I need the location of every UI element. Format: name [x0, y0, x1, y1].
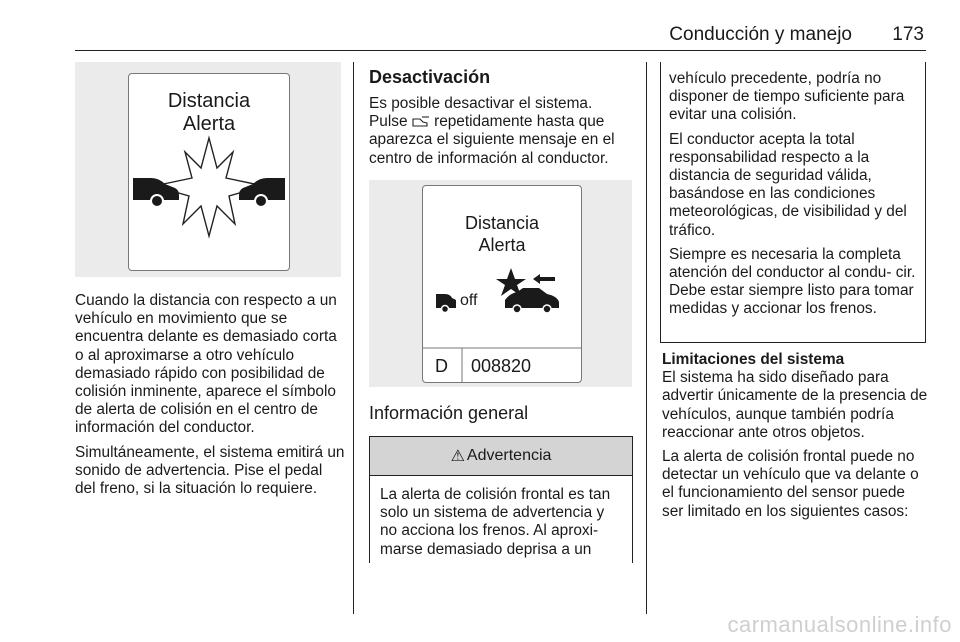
off-label: off [460, 292, 478, 309]
page-header-title: Conducción y manejo [669, 24, 852, 45]
col1-paragraph-2: Simultáneamente, el sistema emitirá un sonido de advertencia. Pise el pedal del freno, si la situación lo requiere. [75, 443, 345, 498]
warning-box [369, 436, 633, 563]
figure-title-line2: Alerta [182, 113, 236, 135]
section-heading-general: Información general [369, 403, 529, 423]
subheading-system-limits: Limitaciones del sistema [662, 351, 845, 368]
display-title-line2: Alerta [478, 235, 526, 255]
display-title-line1: Distancia [464, 213, 540, 233]
car-front-icon [505, 288, 559, 313]
column-divider-right [646, 62, 647, 614]
watermark: carmanualsonline.info [727, 612, 952, 637]
figure-title-line1: Distancia [167, 90, 251, 112]
col3-paragraph-2: La alerta de colisión frontal puede no detectar un vehículo que va delante o el funcionamiento del sensor puede ser limitado en los siguientes casos: [662, 448, 919, 520]
collision-alert-button-icon [412, 115, 430, 127]
col2-paragraph-1: Es posible desactivar el sistema. Pulse repetidamente hasta que aparezca el siguiente mensaje en el centro de información al conductor. [369, 95, 615, 167]
warning-triangle-icon: ⚠ [450, 448, 465, 465]
col3-paragraph-1: El sistema ha sido diseñado para advertir únicamente de la presencia de vehículos, aunque también podría reaccionar ante otros objetos. [662, 369, 928, 441]
warning-title: Advertencia [466, 447, 552, 464]
arrow-left-icon [533, 274, 555, 284]
page-number: 173 [892, 24, 924, 45]
odometer-value: 008820 [471, 356, 532, 376]
warning-continued-paragraph-3: Siempre es necesaria la completa atención del conductor al condu- cir. Debe estar siempre listo para tomar medidas y accionar los frenos. [669, 245, 916, 318]
section-heading-deactivation: Desactivación [369, 67, 491, 87]
col1-text [75, 292, 345, 504]
col1-paragraph-1: Cuando la distancia con respecto a un vehículo en movimiento que se encuentra delante es demasiado corta o al aproximarse a otro vehículo demasiado rápido con posibilidad de colisión inminente, aparece el símbolo de alerta de colisión en el centro de información del conductor. [75, 292, 337, 437]
warning-box-continued [660, 62, 926, 343]
alert-display-screen [128, 73, 290, 271]
warning-text: La alerta de colisión frontal es tan solo un sistema de advertencia y no acciona los frenos. Al aproxi- marse demasiado deprisa a un [380, 486, 611, 558]
collision-alert-figure [75, 62, 341, 277]
col3-text [662, 351, 928, 527]
warning-continued-paragraph-2: El conductor acepta la total responsabilidad respecto a la distancia de seguridad válida, basándose en las condiciones meteorológicas, de visibilidad y del tráfico. [669, 130, 907, 239]
driver-info-display [422, 185, 582, 383]
column-divider-left [353, 62, 354, 614]
car-small-icon [436, 294, 456, 313]
gear-indicator: D [435, 356, 448, 376]
header-rule [75, 50, 926, 51]
warning-continued-paragraph-1: vehículo precedente, podría no disponer de tiempo suficiente para evitar una colisión. [669, 70, 905, 124]
warning-header [370, 437, 632, 476]
collision-star-icon [129, 74, 289, 270]
display-graphics [423, 186, 581, 382]
deactivation-message-figure [369, 180, 632, 387]
